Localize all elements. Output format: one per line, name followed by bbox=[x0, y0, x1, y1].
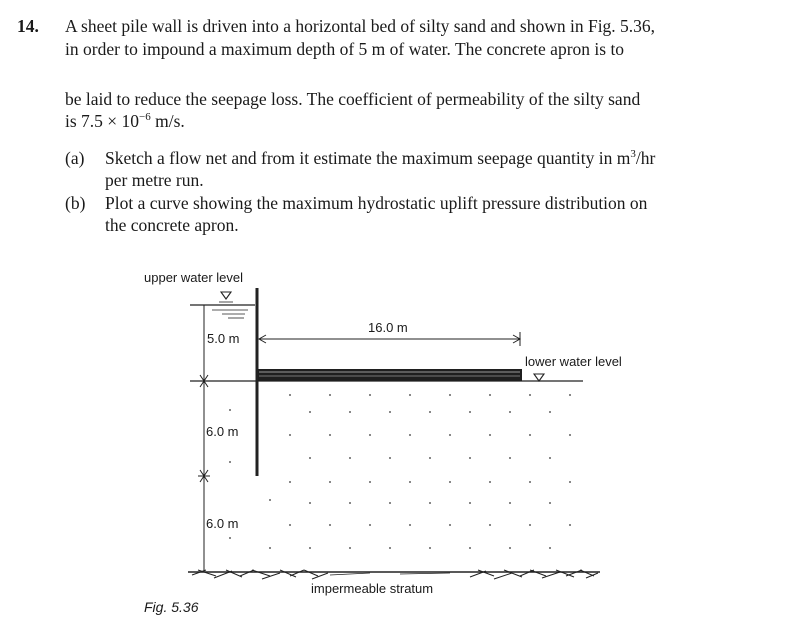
lower-water-triangle bbox=[534, 374, 544, 381]
permeability-value: is 7.5 × 10 bbox=[65, 111, 140, 131]
water-depth-dimension: 5.0 m bbox=[207, 331, 240, 346]
part-a-sup: 3 bbox=[630, 148, 636, 160]
stratum-depth-dimension: 6.0 m bbox=[206, 516, 239, 531]
impermeable-stratum-label: impermeable stratum bbox=[311, 581, 434, 596]
permeability-unit: m/s. bbox=[150, 111, 185, 131]
apron-length-dimension: 16.0 m bbox=[368, 320, 408, 335]
problem-line-1: A sheet pile wall is driven into a horizontal bed of silty sand and shown in Fig. 5.36, bbox=[65, 16, 656, 36]
problem-line-3: be laid to reduce the seepage loss. The coefficient of permeability of the silty sand bbox=[65, 89, 641, 109]
part-a-text: Sketch a flow net and from it estimate the maximum seepage quantity in m bbox=[105, 148, 631, 168]
problem-number: 14. bbox=[17, 16, 39, 36]
part-b-line-2: the concrete apron. bbox=[105, 215, 239, 235]
soil-dots bbox=[229, 394, 571, 549]
part-a-label: (a) bbox=[65, 148, 85, 168]
upper-water-level-label: upper water level bbox=[144, 270, 243, 285]
part-a-unit: /hr bbox=[635, 148, 656, 168]
upper-water-triangle bbox=[221, 292, 231, 299]
impermeable-stratum bbox=[188, 570, 600, 579]
concrete-apron bbox=[258, 369, 522, 381]
permeability-exponent: −6 bbox=[139, 111, 151, 123]
part-a-line-2: per metre run. bbox=[105, 170, 204, 190]
figure-caption: Fig. 5.36 bbox=[144, 599, 199, 615]
lower-water-level-label: lower water level bbox=[525, 354, 622, 369]
part-b-label: (b) bbox=[65, 193, 86, 213]
part-b-line-1: Plot a curve showing the maximum hydrostatic uplift pressure distribution on bbox=[105, 193, 648, 213]
problem-line-2: in order to impound a maximum depth of 5 m of water. The concrete apron is to bbox=[65, 39, 625, 59]
pile-depth-dimension: 6.0 m bbox=[206, 424, 239, 439]
